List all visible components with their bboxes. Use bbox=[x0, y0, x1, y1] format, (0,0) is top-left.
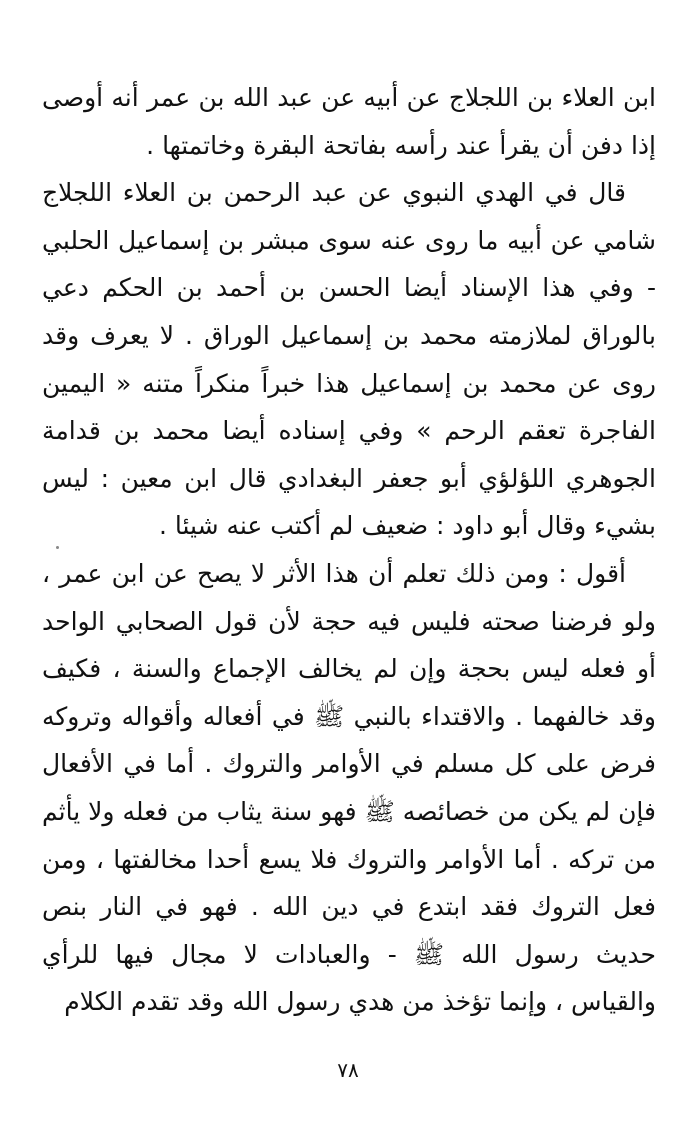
paragraph-3: أقول : ومن ذلك تعلم أن هذا الأثر لا يصح عن ابن عمر ، ولو فرضنا صحته فليس فيه حجة لأن قول الصحابي الواحد أو فعله ليس بحجة وإن لم يخالف الإجماع والسنة ، فكيف وقد خالفهما . والاقتداء بالنبي ﷺ في أفعاله وأقواله وتروكه فرض على كل مسلم في الأوامر والتروك . أما في الأفعال فإن لم يكن من خصائصه ﷺ فهو سنة يثاب من فعله ولا يأثم من تركه . أما الأوامر والتروك فلا يسع أحدا مخالفتها ، ومن فعل التروك فقد ابتدع في دين الله . فهو في النار بنص حديث رسول الله ﷺ - والعبادات لا مجال فيها للرأي والقياس ، وإنما تؤخذ من هدي رسول الله وقد تقدم الكلام bbox=[42, 558, 656, 1017]
paragraph-1: ابن العلاء بن اللجلاج عن أبيه عن عبد الله بن عمر أنه أوصى إذا دفن أن يقرأ عند رأسه بفاتحة البقرة وخاتمتها . bbox=[42, 83, 656, 160]
page-number: ٧٨ bbox=[337, 1058, 359, 1082]
paragraph-2: قال في الهدي النبوي عن عبد الرحمن بن العلاء اللجلاج شامي عن أبيه ما روى عنه سوى مبشر بن إسماعيل الحلبي - وفي هذا الإسناد أيضا الحسن بن أحمد بن الحكم دعي بالوراق لملازمته محمد بن إسماعيل الوراق . لا يعرف وقد روى عن محمد بن إسماعيل هذا خبراً منكراً متنه « اليمين الفاجرة تعقم الرحم » وفي إسناده أيضا محمد بن قدامة الجوهري اللؤلؤي أبو جعفر البغدادي قال ابن معين : ليس بشيء وقال أبو داود : ضعيف لم أكتب عنه شيئا . bbox=[42, 178, 656, 541]
body-text bbox=[42, 74, 656, 1026]
scan-speck bbox=[56, 546, 59, 549]
